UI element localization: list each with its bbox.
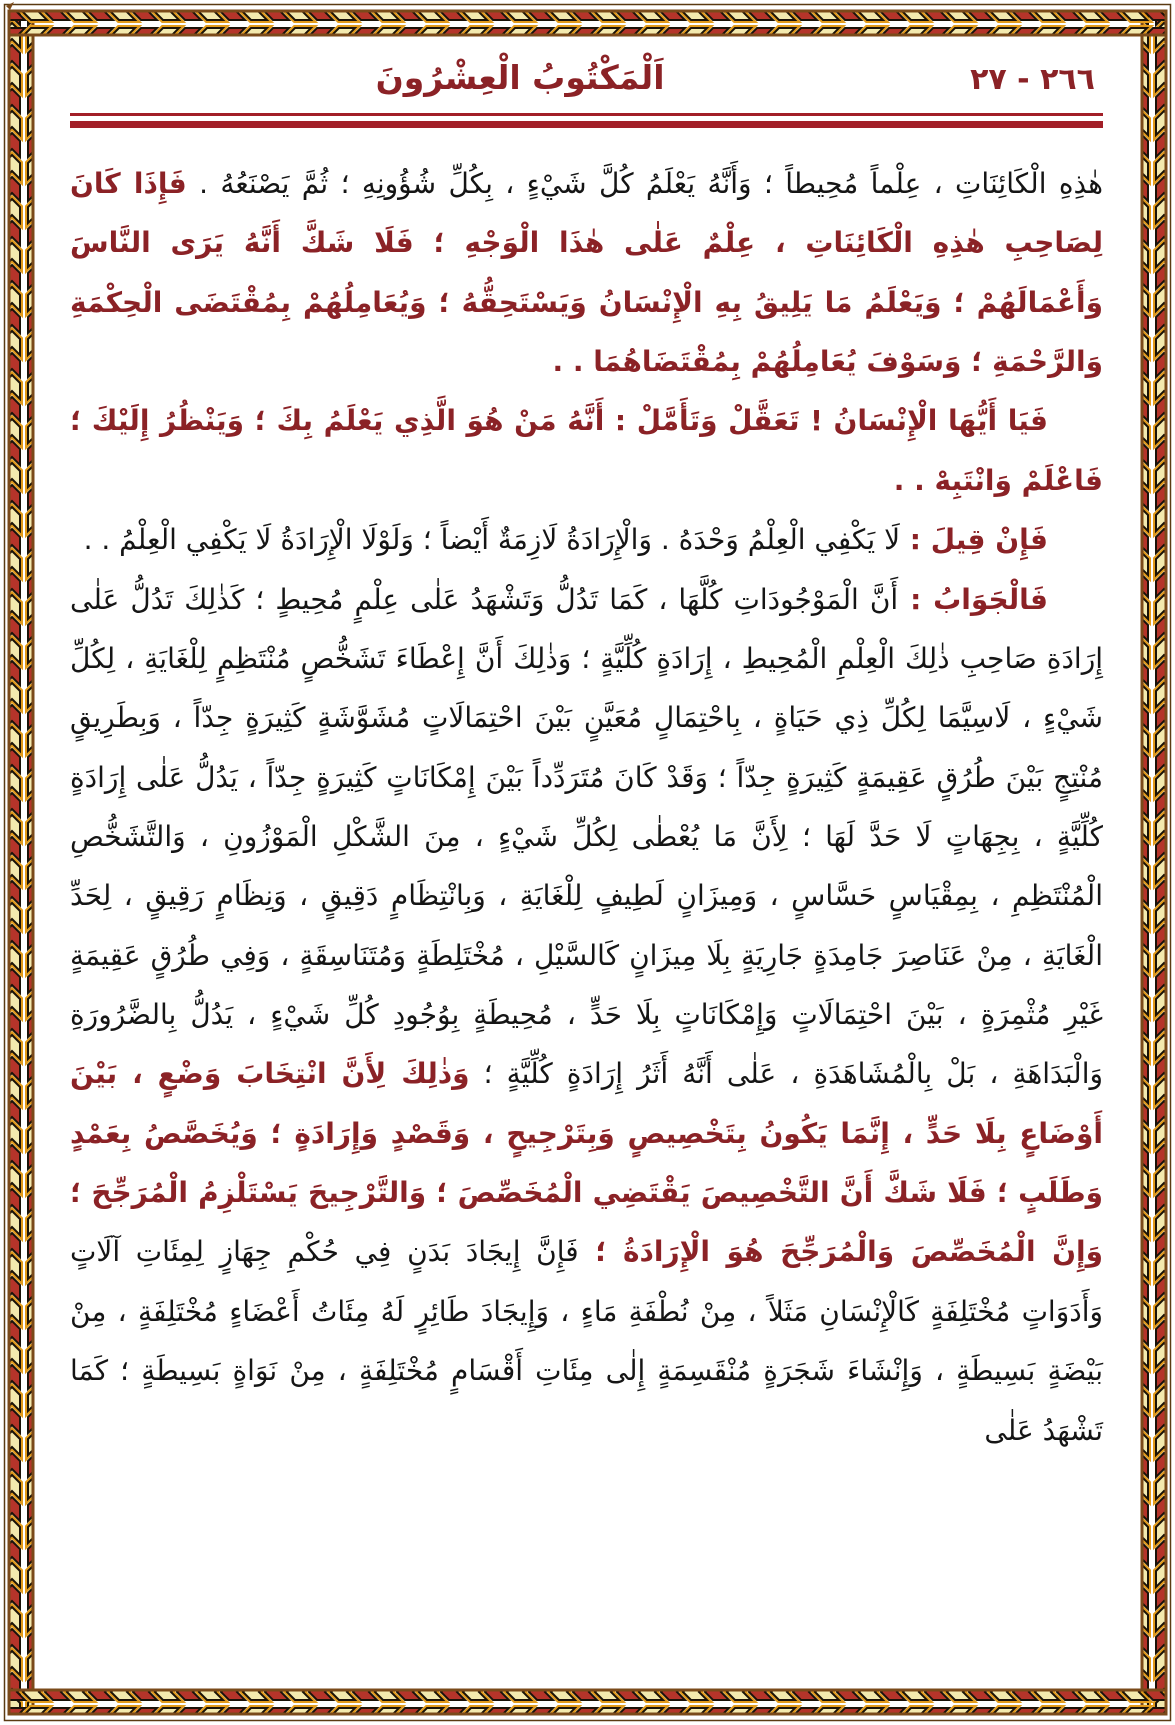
page-number: ٢٦٦ - ٢٧ xyxy=(970,62,1095,97)
black-text-segment: لَا يَكْفِي الْعِلْمُ وَحْدَهُ . وَالْإِرَادَةُ لَازِمَةٌ أَيْضاً ؛ وَلَوْلَا الْإِرَادَةُ لَا يَكْفِي الْعِلْمُ . . xyxy=(83,523,901,557)
paragraph xyxy=(70,510,1103,569)
black-text-segment: فَإِنَّ إِيجَادَ بَدَنٍ فِي حُكْمِ جِهَازٍ لِمِئَاتِ آلَاتٍ وَأَدَوَاتٍ مُخْتَلِفَةٍ كَالْإِنْسَانِ مَثَلاً ، مِنْ نُطْفَةِ مَاءٍ ، وَإِيجَادَ طَائِرٍ لَهُ مِئَاتُ أَعْضَاءٍ مُخْتَلِفَةٍ ، مِنْ بَيْضَةٍ بَسِيطَةٍ ، وَإِنْشَاءَ شَجَرَةٍ مُنْقَسِمَةٍ إِلٰى مِئَاتِ أَقْسَامٍ مُخْتَلِفَةٍ ، مِنْ نَوَاةٍ بَسِيطَةٍ ؛ كَمَا تَشْهَدُ عَلٰى xyxy=(70,1235,1103,1447)
page-content xyxy=(70,44,1103,1681)
paragraph xyxy=(70,391,1103,510)
red-text-segment: فَإِذَا كَانَ لِصَاحِبِ هٰذِهِ الْكَائِنَاتِ ، عِلْمٌ عَلٰى هٰذَا الْوَجْهِ ؛ فَلَا شَكَّ أَنَّهُ يَرَى النَّاسَ وَأَعْمَالَهُمْ ؛ وَيَعْلَمُ مَا يَلِيقُ بِهِ الْإِنْسَانُ وَيَسْتَحِقُّهُ ؛ وَيُعَامِلُهُمْ بِمُقْتَضَى الْحِكْمَةِ وَالرَّحْمَةِ ؛ وَسَوْفَ يُعَامِلُهُمْ بِمُقْتَضَاهُمَا . . xyxy=(70,167,1103,379)
body-text xyxy=(70,154,1103,1460)
header-divider-thick-rule xyxy=(70,121,1103,128)
page-header xyxy=(70,58,1103,97)
header-divider-thin-rule xyxy=(70,113,1103,116)
red-text-segment: فَالْجَوَابُ : xyxy=(898,582,1048,616)
black-text-segment: هٰذِهِ الْكَائِنَاتِ ، عِلْماً مُحِيطاً ؛ وَأَنَّهُ يَعْلَمُ كُلَّ شَيْءٍ ، بِكُلِّ شُؤُونِهِ ؛ ثُمَّ يَصْنَعُهُ . xyxy=(186,167,1103,200)
red-text-segment: وَذٰلِكَ لِأَنَّ انْتِخَابَ وَضْعٍ ، بَيْنَ أَوْضَاعٍ بِلَا حَدٍّ ، إِنَّمَا يَكُونُ بِتَخْصِيصٍ وَبِتَرْجِيحٍ ، وَقَصْدٍ وَإِرَادَةٍ ؛ وَيُخَصَّصُ بِعَمْدٍ وَطَلَبٍ ؛ فَلَا شَكَّ أَنَّ التَّخْصِيصَ يَقْتَضِي الْمُخَصِّصَ ؛ وَالتَّرْجِيحَ يَسْتَلْزِمُ الْمُرَجِّحَ ؛ وَإِنَّ الْمُخَصِّصَ وَالْمُرَجِّحَ هُوَ الْإِرَادَةُ ؛ xyxy=(70,1057,1103,1269)
page-title: اَلْمَكْتُوبُ الْعِشْرُونَ xyxy=(375,58,665,97)
paragraph xyxy=(70,570,1103,1460)
paragraph xyxy=(70,154,1103,391)
red-text-segment: فَإِنْ قِيلَ : xyxy=(900,523,1048,557)
red-text-segment: فَيَا أَيُّهَا الْإِنْسَانُ ! تَعَقَّلْ وَتَأَمَّلْ : أَنَّهُ مَنْ هُوَ الَّذِي يَعْلَمُ بِكَ ؛ وَيَنْظُرُ إِلَيْكَ ؛ فَاعْلَمْ وَانْتَبِهْ . . xyxy=(70,404,1103,497)
black-text-segment: أَنَّ الْمَوْجُودَاتِ كُلَّهَا ، كَمَا تَدُلُّ وَتَشْهَدُ عَلٰى عِلْمٍ مُحِيطٍ ؛ كَذٰلِكَ تَدُلُّ عَلٰى إِرَادَةِ صَاحِبِ ذٰلِكَ الْعِلْمِ الْمُحِيطِ ، إِرَادَةٍ كُلِّيَّةٍ ؛ وَذٰلِكَ أَنَّ إِعْطَاءَ تَشَخُّصٍ مُنْتَظِمٍ لِلْغَايَةِ ، لِكُلِّ شَيْءٍ ، لَاسِيَّمَا لِكُلِّ ذِي حَيَاةٍ ، بِاحْتِمَالٍ مُعَيَّنٍ بَيْنَ احْتِمَالَاتٍ مُشَوَّشَةٍ كَثِيرَةٍ جِدّاً ، وَبِطَرِيقٍ مُنْتِجٍ بَيْنَ طُرُقٍ عَقِيمَةٍ كَثِيرَةٍ جِدّاً ؛ وَقَدْ كَانَ مُتَرَدِّداً بَيْنَ إِمْكَانَاتٍ كَثِيرَةٍ جِدّاً ، يَدُلُّ عَلٰى إِرَادَةٍ كُلِّيَّةٍ ، بِجِهَاتٍ لَا حَدَّ لَهَا ؛ لِأَنَّ مَا يُعْطٰى لِكُلِّ شَيْءٍ ، مِنَ الشَّكْلِ الْمَوْزُونِ ، وَالتَّشَخُّصِ الْمُنْتَظِمِ ، بِمِقْيَاسٍ حَسَّاسٍ ، وَمِيزَانٍ لَطِيفٍ لِلْغَايَةِ ، وَبِانْتِظَامٍ دَقِيقٍ ، وَنِظَامٍ رَقِيقٍ ، لِحَدِّ الْغَايَةِ ، مِنْ عَنَاصِرَ جَامِدَةٍ جَارِيَةٍ بِلَا مِيزَانٍ كَالسَّيْلِ ، مُخْتَلِطَةٍ وَمُتَنَاسِقَةٍ ، وَفِي طُرُقٍ عَقِيمَةٍ غَيْرِ مُثْمِرَةٍ ، بَيْنَ احْتِمَالَاتٍ وَإِمْكَانَاتٍ بِلَا حَدٍّ ، مُحِيطَةٍ بِوُجُودِ كُلِّ شَيْءٍ ، يَدُلُّ بِالضَّرُورَةِ وَالْبَدَاهَةِ ، بَلْ بِالْمُشَاهَدَةِ ، عَلٰى أَنَّهُ أَثَرُ إِرَادَةٍ كُلِّيَّةٍ ؛ xyxy=(70,582,1103,1091)
corner-ornament-icon xyxy=(6,2,14,10)
